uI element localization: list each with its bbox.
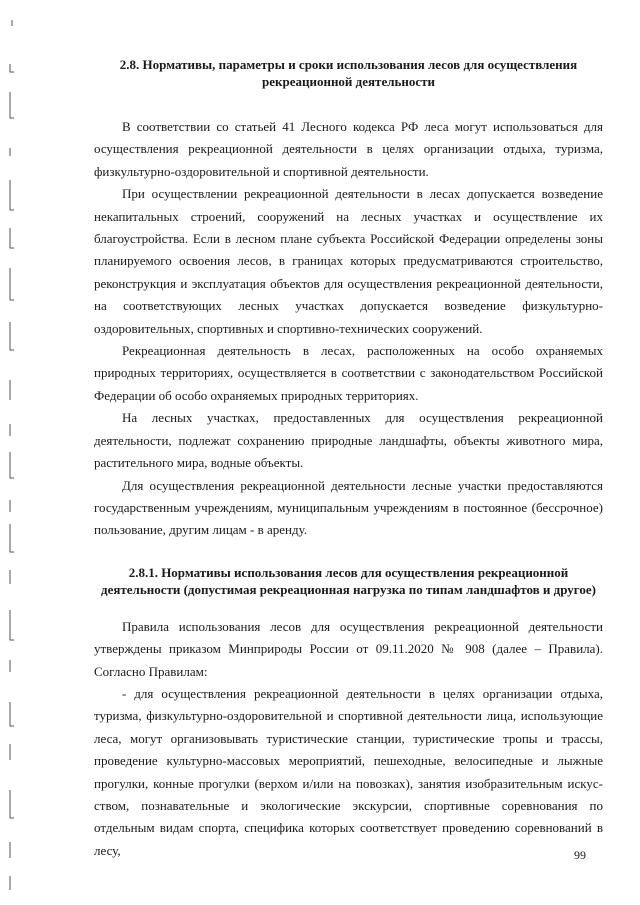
paragraph: Для осуществления рекреационной деятельности лесные участки предоставляются государственным учреждениям, муниципальным учреждениям в постоянное (бессрочное) пользование, другим лицам - в аренду. (94, 477, 603, 538)
paragraph: При осуществлении рекреационной деятельности в лесах допускается возведение некапитальных строений, сооружений на лесных участках и осуществление их благоустройства. Если в лесном плане субъекта Российской Федерации определены зоны планируемого освоения лесов, в границах которых предусматриваются строительство, реконструкция и эксплуатация объектов для осуществления рекреационной деятельности, на соответствующих лесных участках допускается возведение физкультурно-оздоровительных, спортивных и спортивно-технических сооружений. (94, 186, 603, 336)
binding-margin-marks (0, 0, 30, 905)
paragraph: В соответствии со статьей 41 Лесного кодекса РФ леса могут использоваться для осуществления рекреационной деятельности в целях организации отдыха, туризма, физкультурно-оздоровительной и спортивной деятельности. (94, 119, 603, 179)
paragraph: Рекреационная деятельность в лесах, расположенных на особо охраняемых природных территориях, осуществляется в соответствии с законодательством Российской Федерации об особо охраняемых природных территориях. (94, 343, 603, 403)
section-heading: 2.8. Нормативы, параметры и сроки использования лесов для осуществления рекреационной деятельности (119, 57, 578, 89)
page-number: 99 (574, 848, 586, 862)
paragraph: - для осуществления рекреационной деятельности в целях организации отдыха, туризма, физкультурно-оздоровительной и спортивной деятельности лица, использующие леса, могут организовывать туристические станции, туристические тропы и трассы, проведение культурно-массовых мероприятий, пешеходные, велосипедные и лыжные прогулки, конные прогулки (верхом и/или на повозках), занятия изобразительным искус-ством, познавательные и экологические экскурсии, спортивные соревнования по отдельным видам спорта, специфика которых соответствует проведению соревнований в лесу, (94, 685, 603, 858)
subsection-heading: 2.8.1. Нормативы использования лесов для осуществления рекреационной деятельности (допустимая рекреационная нагрузка по типам ландшафтов и другое) (101, 564, 596, 597)
page-content (94, 56, 603, 862)
paragraph: На лесных участках, предоставленных для осуществления рекреационной деятельности, подлежат сохранению природные ландшафты, объекты животного мира, растительного мира, водные объекты. (94, 410, 603, 471)
paragraph: Правила использования лесов для осуществления рекреационной деятельности утверждены приказом Минприроды России от 09.11.2020 № 908 (далее – Правила). Согласно Правилам: (94, 618, 603, 679)
